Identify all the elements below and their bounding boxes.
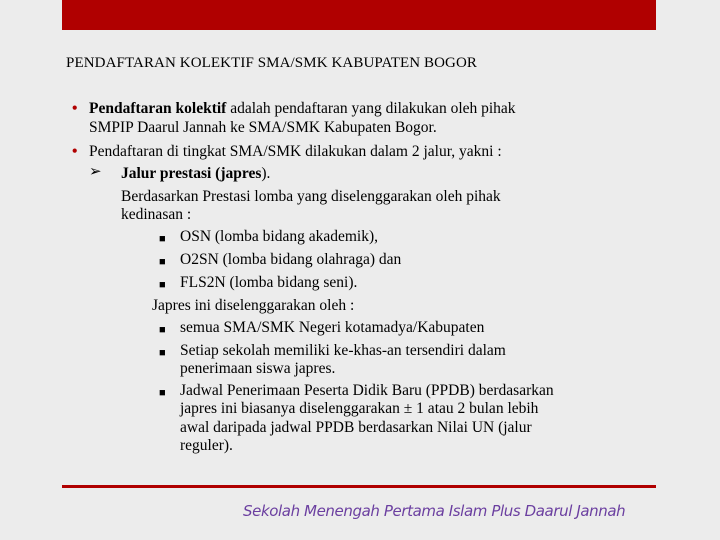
bullet-dot: • xyxy=(72,100,78,117)
bullet-dot: • xyxy=(72,143,78,160)
japres-intro: Japres ini diselenggarakan oleh : xyxy=(152,297,355,314)
penyelenggara-item-cont: reguler). xyxy=(180,437,233,454)
jalur-tail: ). xyxy=(261,165,271,182)
penyelenggara-item: Setiap sekolah memiliki ke-khas-an tersendiri dalam xyxy=(180,342,506,359)
penyelenggara-item: Jadwal Penerimaan Peserta Didik Baru (PPDB) berdasarkan xyxy=(180,382,554,399)
arrow-bullet-icon: ➢ xyxy=(89,164,102,180)
lomba-item: FLS2N (lomba bidang seni). xyxy=(180,274,358,291)
jalur-heading xyxy=(121,165,270,182)
jalur-desc-1: Berdasarkan Prestasi lomba yang diselenggarakan oleh pihak xyxy=(121,188,501,205)
top-accent-bar xyxy=(62,0,656,30)
lomba-item: O2SN (lomba bidang olahraga) dan xyxy=(180,251,402,268)
square-bullet-icon: ■ xyxy=(159,279,166,291)
bullet-1-cont: SMPIP Daarul Jannah ke SMA/SMK Kabupaten Bogor. xyxy=(89,119,437,136)
lomba-item: OSN (lomba bidang akademik), xyxy=(180,228,379,245)
square-bullet-icon: ■ xyxy=(159,233,166,245)
square-bullet-icon: ■ xyxy=(159,347,166,359)
bullet-1-bold: Pendaftaran kolektif xyxy=(89,100,227,117)
jalur-desc-2: kedinasan : xyxy=(121,206,192,223)
penyelenggara-item: semua SMA/SMK Negeri kotamadya/Kabupaten xyxy=(180,319,485,336)
footer-school-name: Sekolah Menengah Pertama Islam Plus Daarul Jannah xyxy=(243,502,626,520)
penyelenggara-item-cont: penerimaan siswa japres. xyxy=(180,360,336,377)
square-bullet-icon: ■ xyxy=(159,387,166,399)
penyelenggara-item-cont: awal daripada jadwal PPDB berdasarkan Nilai UN (jalur xyxy=(180,419,532,436)
jalur-bold: Jalur prestasi (japres xyxy=(121,165,262,182)
bottom-accent-rule xyxy=(62,485,656,488)
square-bullet-icon: ■ xyxy=(159,256,166,268)
bullet-2-text: Pendaftaran di tingkat SMA/SMK dilakukan dalam 2 jalur, yakni : xyxy=(89,143,502,160)
bullet-1-line xyxy=(89,100,516,117)
penyelenggara-item-cont: japres ini biasanya diselenggarakan ± 1 atau 2 bulan lebih xyxy=(180,400,539,417)
bullet-1-text: adalah pendaftaran yang dilakukan oleh pihak xyxy=(226,100,516,117)
page-title: PENDAFTARAN KOLEKTIF SMA/SMK KABUPATEN BOGOR xyxy=(66,55,478,71)
square-bullet-icon: ■ xyxy=(159,324,166,336)
